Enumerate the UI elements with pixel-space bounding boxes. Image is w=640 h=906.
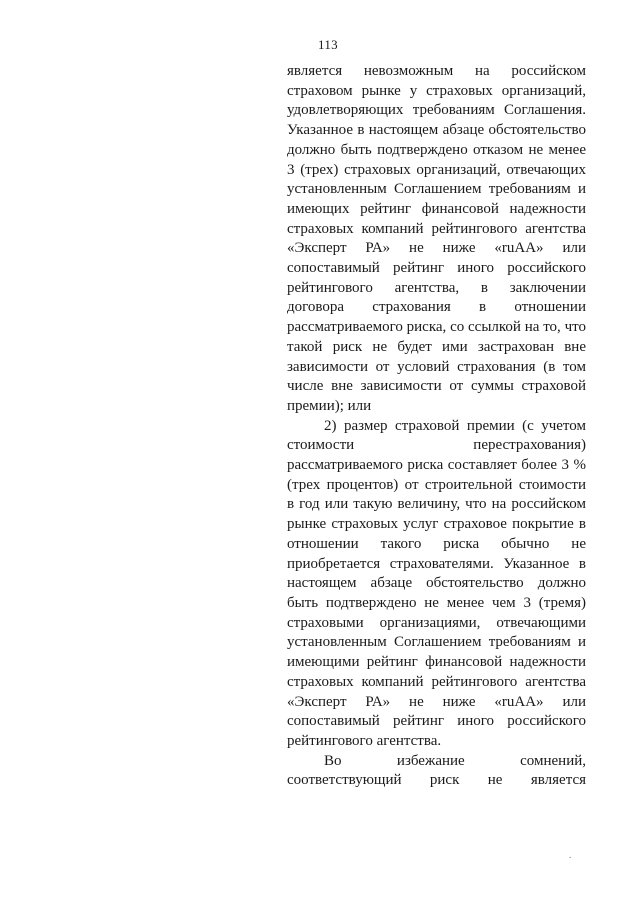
page-number: 113 [318,37,338,52]
paragraph-2: 2) размер страховой премии (с учетом стоимости перестрахования) рассматриваемого риска составляет более 3 % (трех процентов) от строительной стоимости в год или такую величину, что на российском рынке страховых услуг страховое покрытие в отношении такого риска обычно не приобретается страхователями. Указанное в настоящем абзаце обстоятельство должно быть подтверждено не менее чем 3 (тремя) страховыми организациями, отвечающими установленным Соглашением требованиям и имеющими рейтинг финансовой надежности страховых компаний рейтингового агентства «Эксперт РА» не ниже «ruAA» или сопоставимый рейтинг иного российского рейтингового агентства. [287,417,586,749]
paragraph-3: Во избежание сомнений, соответствующий риск не является [287,752,586,789]
document-body [287,62,586,791]
paragraph-1: является невозможным на российском страховом рынке у страховых организаций, удовлетворяющих требованиям Соглашения. Указанное в настоящем абзаце обстоятельство должно быть подтверждено отказом не менее 3 (трех) страховых организаций, отвечающих установленным Соглашением требованиям и имеющих рейтинг финансовой надежности страховых компаний рейтингового агентства «Эксперт РА» не ниже «ruAA» или сопоставимый рейтинг иного российского рейтингового агентства, в заключении договора страхования в отношении рассматриваемого риска, со ссылкой на то, что такой риск не будет ими застрахован вне зависимости от условий страхования (в том числе вне зависимости от суммы страховой премии); или [287,63,586,414]
page-corner-mark: . [569,850,572,860]
